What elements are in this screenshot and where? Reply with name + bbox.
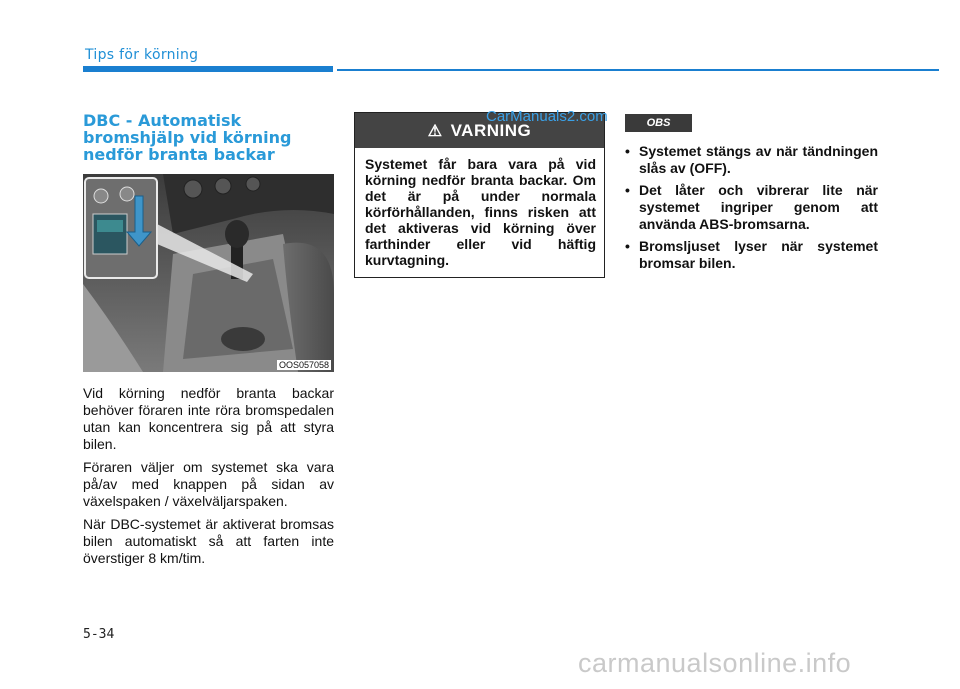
header-rule-thin <box>337 69 939 71</box>
watermark-link-top[interactable]: CarManuals2.com <box>486 108 608 125</box>
obs-list <box>625 143 878 277</box>
bullet-icon: • <box>625 238 630 254</box>
figure-code-label: OOS057058 <box>278 360 329 370</box>
bullet-icon: • <box>625 143 630 159</box>
body-paragraph: Vid körning nedför branta backar behöver föraren inte röra bromspedalen utan kan koncentrera sig på att styra bilen. <box>83 385 334 452</box>
obs-item-text: Bromsljuset lyser när systemet bromsar bilen. <box>639 238 878 271</box>
warning-title: VARNING <box>450 120 532 140</box>
dbc-button-illustration <box>83 174 334 372</box>
obs-list-item <box>625 143 878 177</box>
body-text <box>83 385 334 573</box>
console-photo-drawing <box>83 174 334 372</box>
obs-list-item <box>625 182 878 233</box>
obs-badge: OBS <box>625 114 692 132</box>
warning-text: Systemet får bara vara på vid körning nedför branta backar. Om det är på under normala körförhållanden, finns risken att det aktiveras vid körning över farthinder eller vid häftig kurvtagning. <box>365 156 596 268</box>
section-title: DBC - Automatisk bromshjälp vid körning nedför branta backar <box>83 111 292 164</box>
warning-triangle-icon: ⚠ <box>427 122 443 140</box>
obs-item-text: Systemet stängs av när tändningen slås av (OFF). <box>639 143 878 176</box>
body-paragraph: När DBC-systemet är aktiverat bromsas bilen automatiskt så att farten inte överstiger 8 km/tim. <box>83 516 334 566</box>
warning-box <box>354 112 605 278</box>
header-rule-thick <box>83 66 333 72</box>
bullet-icon: • <box>625 182 630 198</box>
watermark-link-bottom[interactable]: carmanualsonline.info <box>578 648 852 678</box>
obs-list-item <box>625 238 878 272</box>
page-header-title: Tips för körning <box>85 47 199 63</box>
obs-item-text: Det låter och vibrerar lite när systemet ingriper genom att använda ABS-bromsarna. <box>639 182 878 232</box>
body-paragraph: Föraren väljer om systemet ska vara på/av med knappen på sidan av växelspaken / växelväljarspaken. <box>83 459 334 509</box>
page-number: 5-34 <box>83 627 115 642</box>
